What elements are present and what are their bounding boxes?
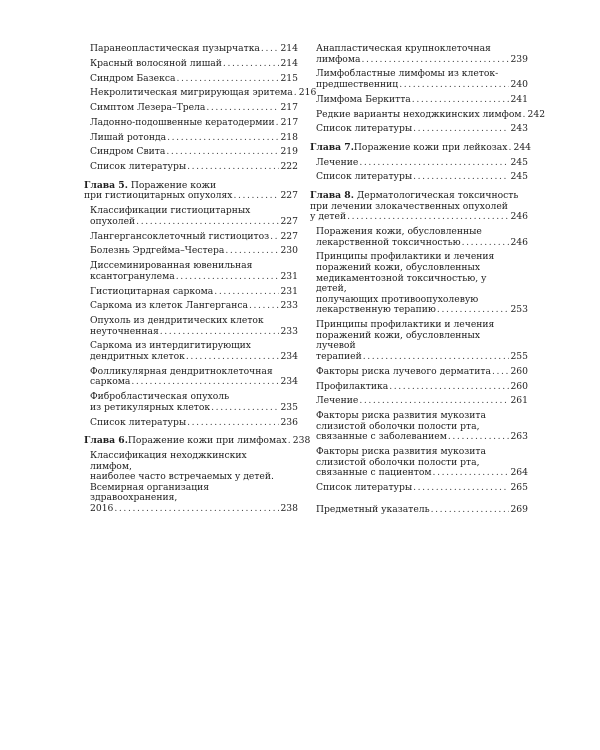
entry-last-line xyxy=(316,352,528,363)
entry-last-line xyxy=(316,55,528,66)
toc-entry[interactable] xyxy=(310,367,528,378)
page-number: 246 xyxy=(510,236,528,248)
entry-last-line xyxy=(90,87,317,99)
entry-title-line: Классификация неходжкинских лимфом, xyxy=(90,449,247,472)
toc-entry[interactable] xyxy=(310,69,528,90)
chapter-label: Глава 6. xyxy=(84,435,128,447)
page-number: 264 xyxy=(510,467,528,479)
page-number: 233 xyxy=(280,325,298,337)
dot-leader xyxy=(166,147,279,158)
page-number: 261 xyxy=(510,395,528,407)
entry-title-text: дендритных клеток xyxy=(90,351,185,363)
toc-entry[interactable] xyxy=(84,301,298,312)
entry-last-line xyxy=(90,147,298,158)
page-number: 218 xyxy=(280,131,298,143)
entry-last-line xyxy=(316,95,528,106)
toc-entry[interactable] xyxy=(84,392,298,413)
page-number: 245 xyxy=(510,171,528,183)
dot-leader xyxy=(249,301,279,312)
entry-title-text: Синдром Свита xyxy=(90,146,166,158)
page-number: 217 xyxy=(280,116,299,128)
entry-title-text: Список литературы xyxy=(316,123,413,135)
page-number: 255 xyxy=(510,350,528,362)
entry-title-line: Фибробластическая опухоль xyxy=(90,391,230,403)
page-number: 244 xyxy=(513,141,532,153)
dot-leader xyxy=(270,232,279,243)
page-number: 214 xyxy=(280,43,298,54)
dot-leader xyxy=(131,377,279,388)
entry-last-line xyxy=(90,377,298,388)
entry-title-line: поражений кожи, обусловленных xyxy=(316,262,481,273)
page-number: 269 xyxy=(510,503,528,515)
page-number: 217 xyxy=(280,102,298,114)
toc-entry[interactable] xyxy=(84,133,298,144)
toc-entry[interactable] xyxy=(310,483,528,494)
dot-leader xyxy=(363,352,510,363)
dot-leader xyxy=(187,418,279,429)
entry-last-line xyxy=(90,403,298,414)
dot-leader xyxy=(523,110,527,121)
entry-title-line: Поражения кожи, обусловленные xyxy=(316,226,482,238)
entry-last-line xyxy=(90,246,298,257)
entry-title-text: Список литературы xyxy=(316,482,413,493)
toc-entry[interactable] xyxy=(84,118,298,129)
entry-title-text: из ретикулярных клеток xyxy=(90,401,211,413)
entry-title-text: ксантогранулема xyxy=(90,270,175,282)
toc-entry[interactable] xyxy=(310,382,528,393)
entry-title-line: слизистой оболочки полости рта, xyxy=(316,456,480,468)
dot-leader xyxy=(114,504,279,515)
entry-title-text: саркома xyxy=(90,376,131,388)
entry-title-text: Паранеопластическая пузырчатка xyxy=(90,43,260,54)
entry-title-line: Принципы профилактики и лечения xyxy=(316,251,495,263)
entry-title-text: Симптом Лезера–Трела xyxy=(90,102,206,114)
toc-entry[interactable] xyxy=(84,418,298,429)
entry-last-line xyxy=(316,367,528,378)
entry-last-line xyxy=(316,124,528,135)
chapter-label: Глава 5. xyxy=(84,179,128,191)
entry-title-text: Поражение кожи xyxy=(127,179,217,191)
page-number: 231 xyxy=(280,270,298,282)
page-number: 235 xyxy=(280,401,298,413)
toc-entry[interactable] xyxy=(84,147,298,158)
page-number: 230 xyxy=(280,245,298,257)
dot-leader xyxy=(225,246,279,257)
entry-title-text: Поражение кожи при лимфомах xyxy=(127,435,287,447)
entry-last-line xyxy=(90,232,298,243)
entry-title-text: Список литературы xyxy=(316,171,413,183)
entry-last-line xyxy=(316,382,528,393)
entry-title-line: получающих противоопухолевую xyxy=(316,293,479,305)
toc-chapter-entry[interactable] xyxy=(310,191,528,223)
entry-title-text: Поражение кожи при лейкозах xyxy=(353,141,508,153)
entry-title-text: терапией xyxy=(316,350,362,362)
entry-title-line: слизистой оболочки полости рта, xyxy=(316,420,480,432)
entry-last-line xyxy=(316,158,528,169)
entry-last-line xyxy=(90,504,298,515)
toc-left-column xyxy=(84,43,317,515)
dot-leader xyxy=(347,212,509,223)
dot-leader xyxy=(176,74,279,85)
page-number: 246 xyxy=(510,211,528,223)
dot-leader xyxy=(448,432,510,443)
page-number: 253 xyxy=(510,304,528,316)
entry-last-line xyxy=(90,59,298,70)
entry-last-line xyxy=(90,272,298,283)
entry-title-text: лимфома xyxy=(316,53,361,65)
toc-entry[interactable] xyxy=(310,411,528,443)
entry-title-text: Лечение xyxy=(316,395,359,407)
entry-last-line xyxy=(90,74,298,85)
toc-entry[interactable] xyxy=(84,206,298,227)
entry-title-text: Красный волосяной лишай xyxy=(90,57,222,69)
entry-title-text: неуточненная xyxy=(90,325,159,337)
entry-last-line xyxy=(90,418,298,429)
entry-last-line xyxy=(90,327,298,338)
page-number: 227 xyxy=(280,215,298,227)
entry-title-line: медикаментозной токсичностью, у детей, xyxy=(316,272,487,295)
entry-last-line xyxy=(90,162,298,173)
dot-leader xyxy=(261,44,280,55)
entry-last-line xyxy=(316,80,528,91)
entry-title-line: Факторы риска развития мукозита xyxy=(316,446,486,458)
entry-title-text: Дерматологическая токсичность xyxy=(353,190,519,202)
entry-title-text: Предметный указатель xyxy=(316,503,430,515)
entry-title-text: связанные с заболеванием xyxy=(316,431,447,443)
page-number: 227 xyxy=(280,190,298,202)
entry-last-line xyxy=(90,118,298,129)
toc-entry[interactable] xyxy=(84,261,298,282)
toc-chapter-entry[interactable] xyxy=(84,435,311,447)
toc-entry[interactable] xyxy=(84,59,298,70)
entry-title-line: Классификации гистиоцитарных xyxy=(90,205,251,217)
toc-entry[interactable] xyxy=(84,451,298,515)
dot-leader xyxy=(413,483,509,494)
page-number: 227 xyxy=(280,230,298,242)
entry-last-line xyxy=(316,468,528,479)
dot-leader xyxy=(186,352,280,363)
entry-title-text: Лишай ротонда xyxy=(90,131,167,143)
dot-leader xyxy=(413,124,509,135)
toc-entry[interactable] xyxy=(310,227,528,248)
toc-chapter-entry[interactable] xyxy=(84,181,298,202)
toc-entry[interactable] xyxy=(310,124,528,135)
page-number: 219 xyxy=(280,146,298,158)
entry-last-line xyxy=(316,305,528,316)
entry-last-line xyxy=(316,108,546,121)
page-number: 238 xyxy=(280,502,298,514)
toc-entry[interactable] xyxy=(84,246,298,257)
entry-title-text: Лечение xyxy=(316,156,359,168)
page-number: 240 xyxy=(510,78,528,90)
entry-last-line xyxy=(90,301,298,312)
entry-title-line: Лимфобластные лимфомы из клеток- xyxy=(316,68,499,80)
page-number: 234 xyxy=(280,351,298,363)
page-number: 215 xyxy=(280,72,298,84)
entry-title-text: лекарственную терапию xyxy=(316,304,436,316)
dot-leader xyxy=(176,272,280,283)
toc-entry[interactable] xyxy=(84,341,298,362)
dot-leader xyxy=(160,327,280,338)
toc-right-column xyxy=(310,43,546,515)
page-number: 239 xyxy=(510,53,528,65)
entry-last-line xyxy=(316,432,528,443)
entry-title-line: наиболее часто встречаемых у детей. xyxy=(90,471,274,483)
page-number: 233 xyxy=(280,300,298,312)
page-number: 243 xyxy=(510,123,528,135)
dot-leader xyxy=(206,103,279,114)
entry-title-text: у детей xyxy=(310,211,347,223)
dot-leader xyxy=(361,55,509,66)
page-number: 242 xyxy=(527,108,546,120)
page-number: 216 xyxy=(298,87,317,99)
entry-title-text: Список литературы xyxy=(90,161,187,173)
dot-leader xyxy=(433,468,510,479)
entry-title-text: Профилактика xyxy=(316,380,389,392)
toc-entry[interactable] xyxy=(84,316,298,337)
dot-leader xyxy=(412,95,510,106)
dot-leader xyxy=(399,80,509,91)
toc-entry[interactable] xyxy=(310,320,528,362)
entry-title-text: Синдром Базекса xyxy=(90,72,176,84)
entry-last-line xyxy=(90,133,298,144)
toc-entry[interactable] xyxy=(310,172,528,183)
entry-last-line xyxy=(316,396,528,407)
entry-title-text: связанные с пациентом xyxy=(316,467,432,479)
entry-title-text: предшественниц xyxy=(316,78,399,90)
entry-last-line xyxy=(90,352,298,363)
page-number: 263 xyxy=(510,431,528,443)
dot-leader xyxy=(359,158,509,169)
entry-last-line xyxy=(90,287,298,298)
entry-last-line xyxy=(84,191,298,202)
entry-title-text: Некролитическая мигрирующая эритема xyxy=(90,87,293,99)
entry-title-line: Фолликулярная дендритноклеточная xyxy=(90,365,273,377)
dot-leader xyxy=(389,382,509,393)
entry-title-line: Диссеминированная ювенильная xyxy=(90,260,253,272)
toc-entry[interactable] xyxy=(84,287,298,298)
entry-title-line: Саркома из интердигитирующих xyxy=(90,340,251,352)
entry-last-line xyxy=(90,44,298,55)
toc-chapter-entry[interactable] xyxy=(310,141,532,154)
page-number: 234 xyxy=(280,376,298,388)
toc-entry[interactable] xyxy=(84,44,298,55)
dot-leader xyxy=(359,396,509,407)
entry-title-text: при гистиоцитарных опухолях xyxy=(84,190,233,202)
entry-title-text: опухолей xyxy=(90,215,136,227)
chapter-label: Глава 7. xyxy=(310,141,354,153)
dot-leader xyxy=(214,287,279,298)
dot-leader xyxy=(211,403,279,414)
dot-leader xyxy=(276,118,280,129)
entry-last-line xyxy=(84,435,311,447)
entry-title-line: Принципы профилактики и лечения xyxy=(316,319,495,331)
page-number: 236 xyxy=(280,416,298,428)
entry-title-text: Факторы риска лучевого дерматита xyxy=(316,365,491,377)
toc-entry[interactable] xyxy=(310,95,528,106)
chapter-label: Глава 8. xyxy=(310,190,354,202)
dot-leader xyxy=(136,217,279,228)
toc-entry[interactable] xyxy=(310,158,528,169)
page-number: 241 xyxy=(510,93,528,105)
toc-entry[interactable] xyxy=(84,162,298,173)
entry-last-line xyxy=(316,172,528,183)
entry-last-line xyxy=(310,212,528,223)
dot-leader xyxy=(437,305,510,316)
dot-leader xyxy=(462,238,510,249)
toc-entry[interactable] xyxy=(310,447,528,479)
dot-leader xyxy=(431,505,510,516)
entry-last-line xyxy=(316,483,528,494)
entry-title-text: 2016 xyxy=(90,502,114,514)
entry-title-text: Редкие варианты неходжкинских лимфом xyxy=(316,108,522,120)
entry-title-text: Болезнь Эрдгейма–Честера xyxy=(90,245,225,257)
page-number: 238 xyxy=(292,435,311,447)
entry-title-text: лекарственной токсичностью xyxy=(316,236,461,248)
page-number: 222 xyxy=(280,161,298,173)
page-number: 260 xyxy=(510,380,528,392)
toc-entry[interactable] xyxy=(84,103,298,114)
page-number: 265 xyxy=(510,482,528,493)
entry-title-text: Ладонно-подошвенные кератодермии xyxy=(90,116,275,128)
entry-title-line: поражений кожи, обусловленных лучевой xyxy=(316,329,481,352)
entry-title-text: Лимфома Беркитта xyxy=(316,93,411,105)
dot-leader xyxy=(294,88,298,99)
toc-entry[interactable] xyxy=(84,74,298,85)
entry-last-line xyxy=(316,505,528,516)
entry-title-line: Факторы риска развития мукозита xyxy=(316,410,486,422)
toc-index-entry[interactable] xyxy=(310,505,528,516)
toc-entry[interactable] xyxy=(84,367,298,388)
page-number: 231 xyxy=(280,285,298,297)
toc-entry[interactable] xyxy=(84,87,317,99)
page-number: 260 xyxy=(510,365,528,377)
entry-last-line xyxy=(90,217,298,228)
dot-leader xyxy=(492,367,510,378)
entry-title-text: Гистиоцитарная саркома xyxy=(90,285,214,297)
entry-last-line xyxy=(310,141,532,154)
dot-leader xyxy=(288,436,292,447)
page-number: 214 xyxy=(280,57,298,69)
toc-entry[interactable] xyxy=(84,232,298,243)
entry-last-line xyxy=(90,103,298,114)
entry-title-line: Опухоль из дендритических клеток xyxy=(90,315,264,327)
entry-title-line: Всемирная организация здравоохранения, xyxy=(90,481,210,504)
entry-title-text: Саркома из клеток Лангерганса xyxy=(90,300,248,312)
dot-leader xyxy=(167,133,279,144)
entry-title-text: Лангергансоклеточный гистиоцитоз xyxy=(90,230,270,242)
toc-entry[interactable] xyxy=(310,396,528,407)
entry-last-line xyxy=(316,238,528,249)
dot-leader xyxy=(233,191,279,202)
dot-leader xyxy=(413,172,509,183)
entry-title-line: при лечении злокачественных опухолей xyxy=(310,200,508,212)
entry-title-text: Список литературы xyxy=(90,416,187,428)
dot-leader xyxy=(187,162,279,173)
entry-title-line: Анапластическая крупноклеточная xyxy=(316,43,491,54)
toc-entry[interactable] xyxy=(310,108,546,121)
toc-entry[interactable] xyxy=(310,44,528,65)
toc-entry[interactable] xyxy=(310,252,528,316)
dot-leader xyxy=(508,143,512,154)
page-number: 245 xyxy=(510,156,528,168)
dot-leader xyxy=(223,59,280,70)
